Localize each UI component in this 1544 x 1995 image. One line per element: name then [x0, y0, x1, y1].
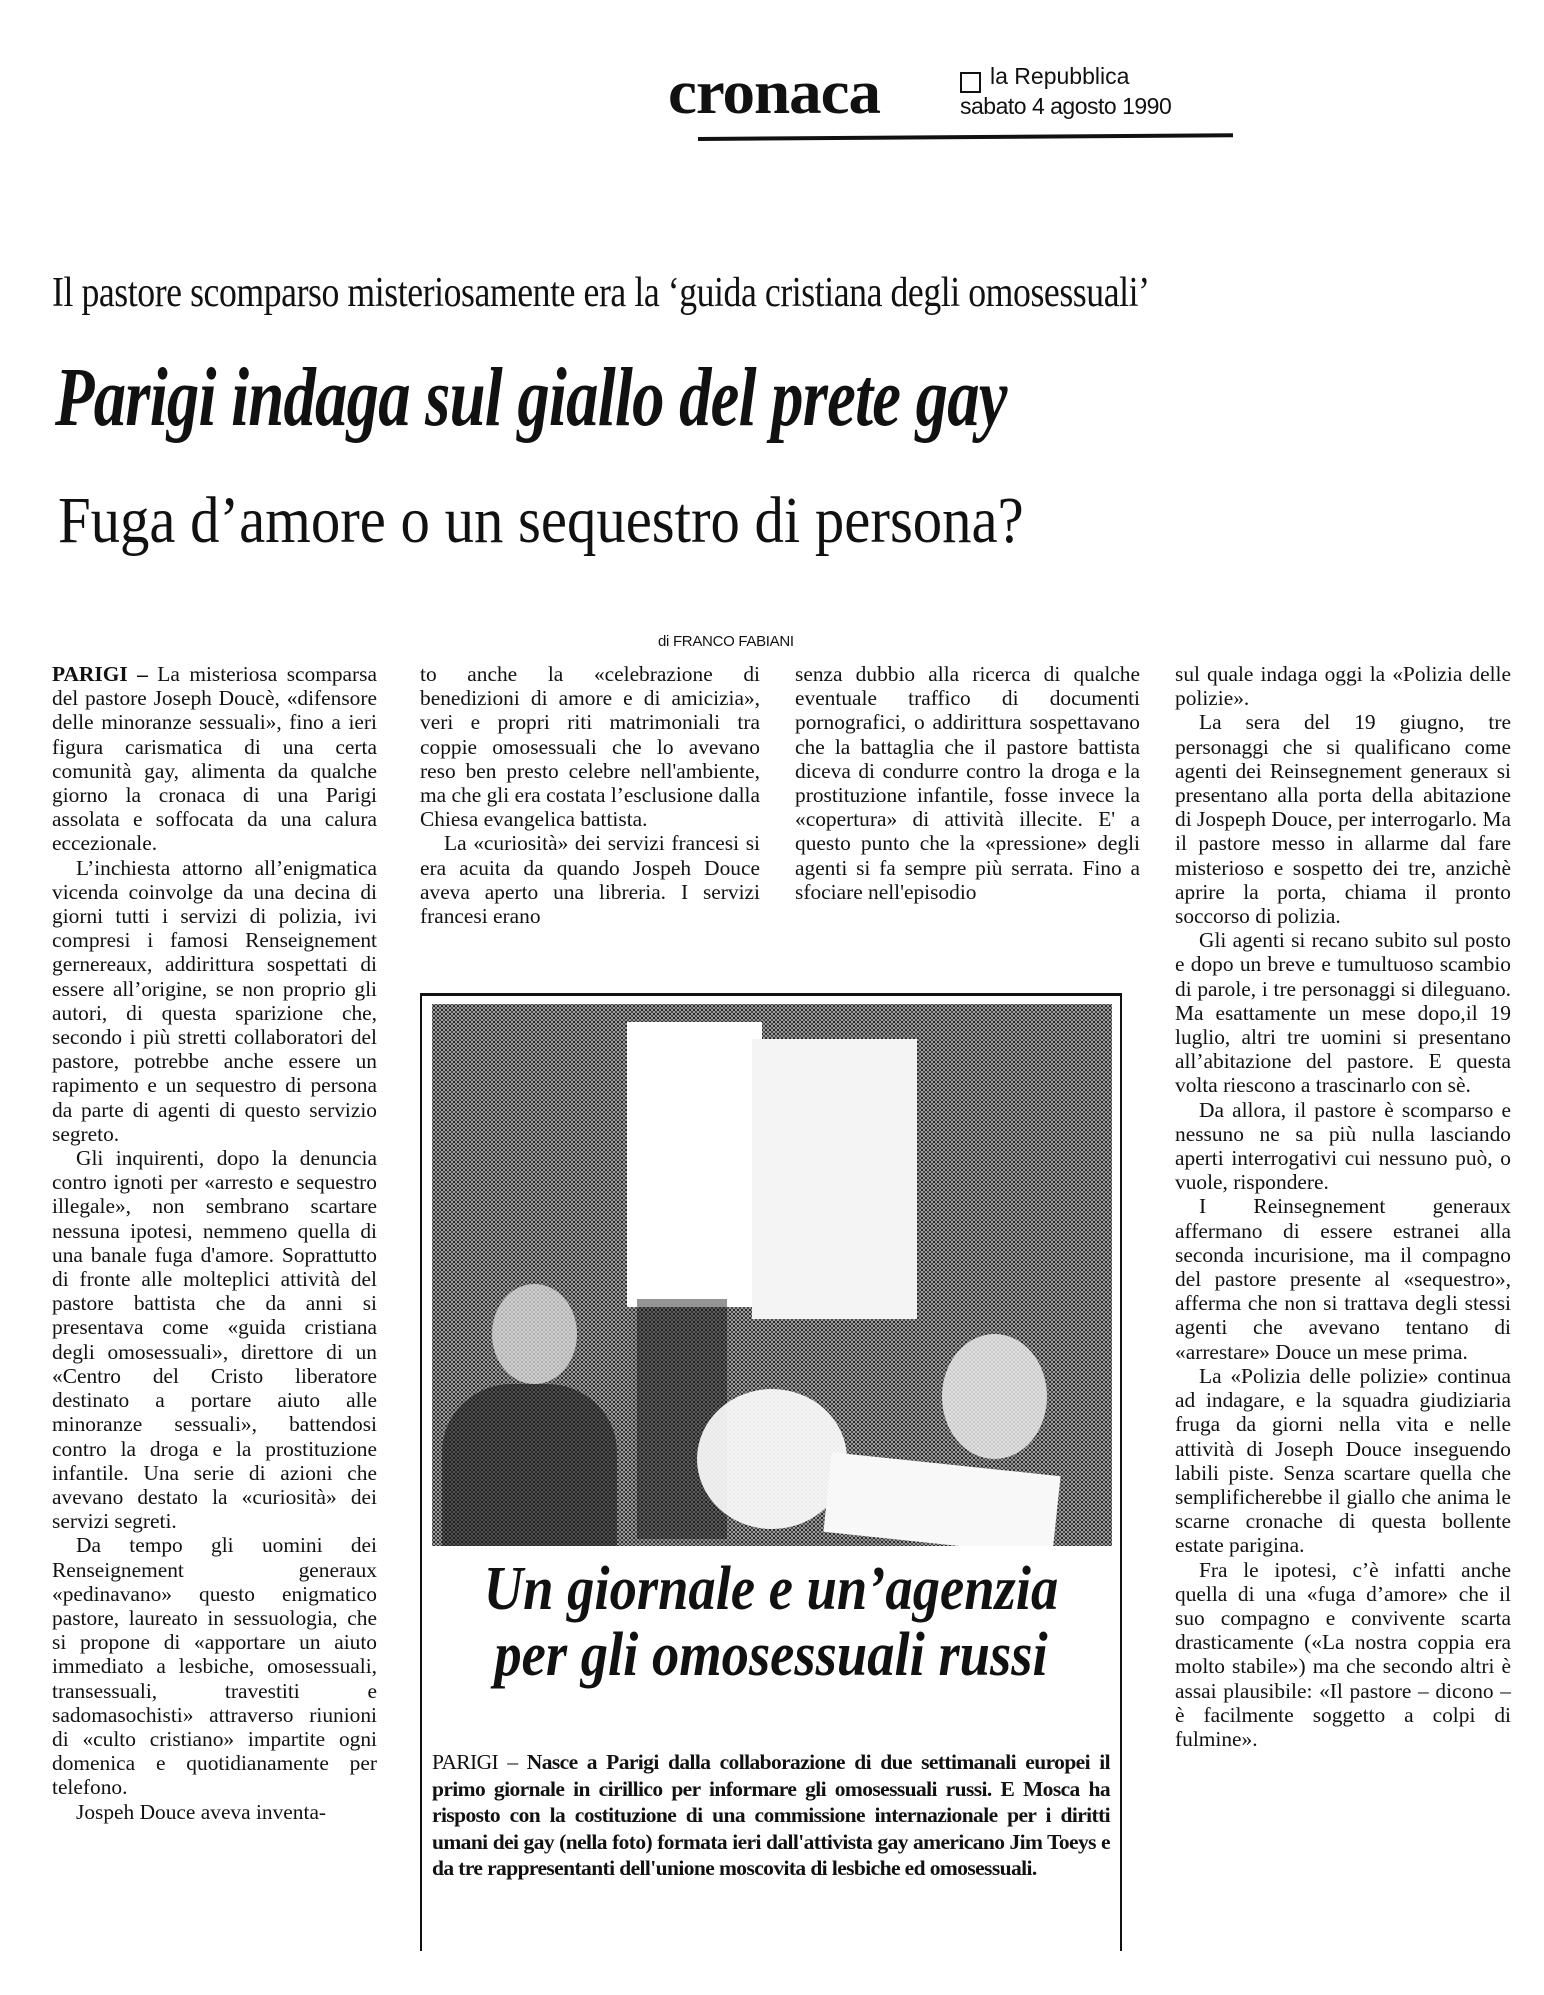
publication-name: la Repubblica [990, 63, 1130, 89]
paragraph: Gli inquirenti, dopo la denuncia contro ignoti per «arresto e sequestro illegale», non sembrano scartare nessuna ipotesi, nemmeno quella di una banale fuga d'amore. Soprattutto di fronte alle molteplici attività del pastore battista che da anni si presentava come «guida cristiana degli omosessuali», direttore di un «Centro del Cristo liberatore destinato a portare aiuto alle minoranze sessuali», battendosi contro la droga e la prostituzione infantile. Una serie di azioni che avevano destato la «curiosità» dei servizi segreti. [52, 1146, 377, 1534]
section-name: cronaca [668, 59, 881, 127]
publication-date: sabato 4 agosto 1990 [960, 93, 1172, 119]
photo-person-left [442, 1384, 617, 1546]
paragraph: Fra le ipotesi, c’è infatti anche quella di una «fuga d’amore» che il suo compagno e convivente scarta drasticamente («La nostra coppia era molto stabile») ma che secondo altri è assai plausibile: «Il pastore – dicono – è facilmente soggetto a colpi di fulmine». [1175, 1557, 1511, 1751]
article-column-2 [420, 662, 760, 928]
sidebar-headline-line: per gli omosessuali russi [494, 1621, 1048, 1689]
article-headline: Parigi indaga sul giallo del prete gay [55, 351, 1007, 444]
sidebar-body: Nasce a Parigi dalla collaborazione di due settimanali europei il primo giornale in cirillico per informare gli omosessuali russi. E Mosca ha risposto con la costituzione di una commissione internazionale per i diritti umani dei gay (nella foto) formata ieri dall'attivista gay americano Jim Toeys e da tre rappresentanti dell'unione moscovita di lesbiche ed omosessuali. [432, 1750, 1110, 1880]
paragraph: to anche la «celebrazione di benedizioni di amore e di amicizia», veri e propri riti matrimoniali tra coppie omosessuali che lo avevano reso ben presto celebre nell'ambiente, ma che gli era costata l’esclusione dalla Chiesa evangelica battista. [420, 662, 760, 832]
photo-face [697, 1389, 847, 1529]
paragraph: La «Polizia delle polizie» continua ad indagare, e la squadra giudiziaria fruga da giorni nella vita e nelle attività di Joseph Douce inseguendo labili piste. Senza scartare quella che semplificherebbe il giallo che anima le scarne cronache di questa bollente estate parigina. [1175, 1363, 1511, 1558]
paragraph: Gli agenti si recano subito sul posto e dopo un breve e tumultuoso scambio di parole, i tre personaggi si dileguano. Ma esattamente un mese dopo,il 19 luglio, altri tre uomini si presentano all’abitazione del pastore. E questa volta riescono a trascinarlo con sè. [1175, 928, 1511, 1098]
sidebar-headline-line: Un giornale e un’agenzia [483, 1555, 1059, 1623]
photo-poster [752, 1039, 917, 1319]
masthead [668, 59, 1228, 140]
photo-face [492, 1284, 577, 1384]
paragraph: Da tempo gli uomini dei Renseignement generaux «pedinavano» questo enigmatico pastore, laureato in sessuologia, che si propone di «apportare un aiuto immediato a lesbiche, omosessuali, transessuali, travestiti e sadomasochisti» attraverso riunioni di «culto cristiano» impartite ogni domenica e quotidianamente per telefono. [52, 1533, 377, 1800]
square-bullet-icon [960, 72, 981, 93]
article-column-1 [52, 662, 377, 1824]
paragraph: I Reinsegnement generaux affermano di essere estranei alla seconda incurisione, ma il compagno del pastore presente al «sequestro», afferma che non si trattava degli stessi agenti che avevano tentano di «arrestare» Douce un mese prima. [1175, 1194, 1511, 1364]
paragraph-text: La misteriosa scomparsa del pastore Joseph Doucè, «difensore delle minoranze sessuali», fino a ieri figura carismatica di una certa comunità gay, alimenta da qualche giorno la cronaca di una Parigi assolata e soffocata da una calura eccezionale. [52, 662, 377, 856]
article-column-4 [1175, 662, 1511, 1751]
article-kicker: Il pastore scomparso misteriosamente era la ‘guida cristiana degli omosessuali’ [52, 270, 1150, 316]
halftone-photo [432, 1004, 1112, 1546]
photo-highlight [627, 1022, 762, 1307]
article-column-3 [795, 662, 1140, 904]
masthead-rule [698, 133, 1233, 141]
sidebar-text [432, 1749, 1110, 1882]
byline: di FRANCO FABIANI [658, 633, 794, 650]
photo-papers [823, 1452, 1060, 1546]
paragraph: La sera del 19 giugno, tre personaggi che si qualificano come agenti dei Reinsegnement generaux si presentano alla porta della abitazione di Jospeph Douce, per interrogarlo. Ma il pastore messo in allarme dal fare misterioso e sospetto dei tre, anzichè aprire la porta, chiama il pronto soccorso di polizia. [1175, 710, 1511, 929]
paragraph: L’inchiesta attorno all’enigmatica vicenda coinvolge da una decina di giorni tutti i servizi di polizia, ivi compresi i famosi Renseignement gernereaux, addirittura sospettati di essere all’origine, se non proprio gli autori, di questa sparizione che, secondo i più stretti collaboratori del pastore, potrebbe anche essere un rapimento e un sequestro di persona da parte di agenti di questo servizio segreto. [52, 855, 377, 1146]
sidebar-dateline: PARIGI – [432, 1750, 518, 1774]
paragraph: sul quale indaga oggi la «Polizia delle polizie». [1175, 662, 1511, 711]
sidebar-headline [464, 1556, 1078, 1688]
paragraph [52, 662, 377, 856]
paragraph: senza dubbio alla ricerca di qualche eventuale traffico di documenti pornografici, o addirittura sospettavano che la battaglia che il pastore battista diceva di condurre contro la droga e la prostituzione infantile, fosse invece la «copertura» di attività illecite. E' a questo punto che la «pressione» degli agenti si fa sempre più serrata. Fino a sfociare nell'episodio [795, 662, 1140, 904]
sidebar-box [420, 993, 1122, 1951]
dateline: PARIGI – [52, 662, 148, 686]
paragraph: Jospeh Douce aveva inventa- [76, 1799, 327, 1824]
paragraph: Da allora, il pastore è scomparso e nessuno ne sa più nulla lasciando aperti interrogativi cui nessuno può, o vuole, rispondere. [1175, 1097, 1511, 1195]
article-subhead: Fuga d’amore o un sequestro di persona? [58, 484, 1024, 557]
photo-face [942, 1334, 1047, 1459]
paragraph: La «curiosità» dei servizi francesi si era acuita da quando Jospeh Douce aveva aperto una libreria. I servizi francesi erano [420, 831, 760, 929]
